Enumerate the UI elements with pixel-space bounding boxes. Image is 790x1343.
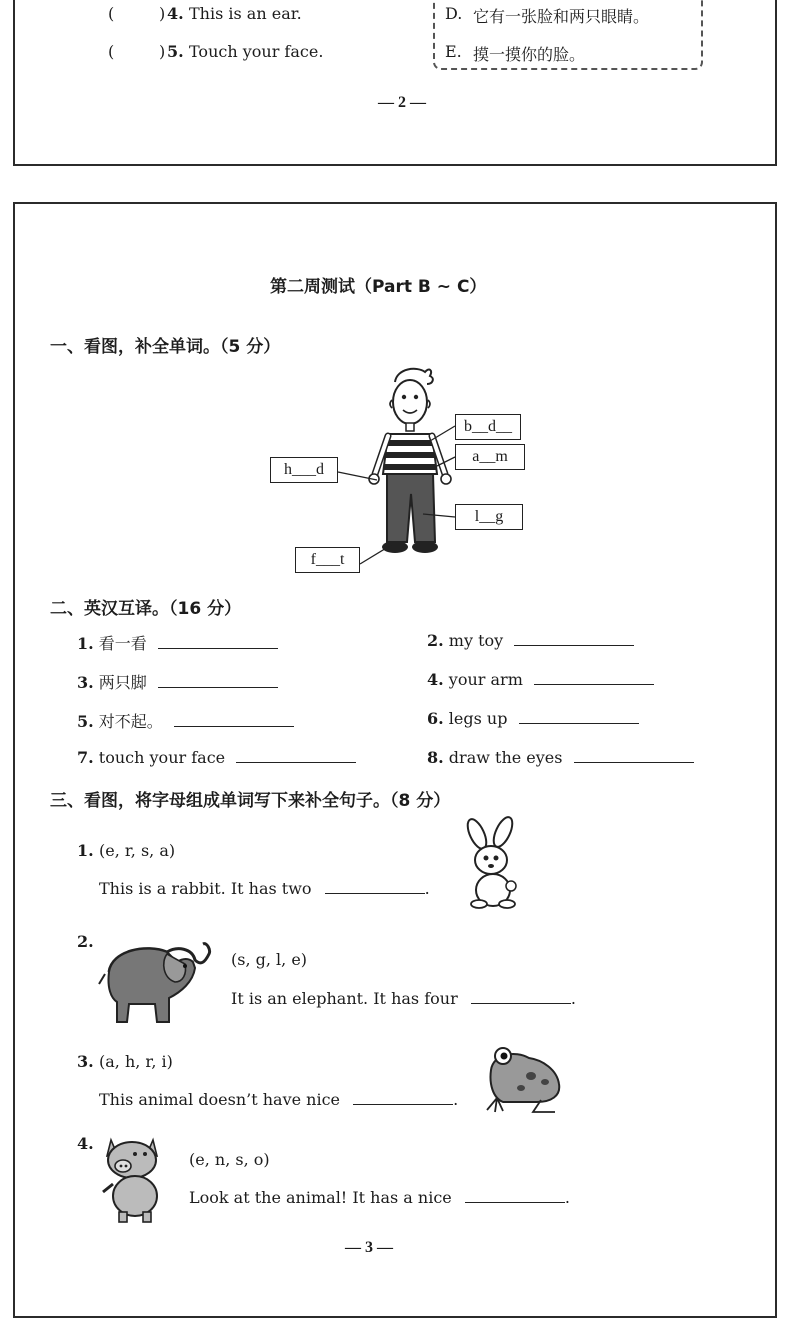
answer-blank[interactable] bbox=[325, 892, 425, 894]
option-letter: D. bbox=[445, 4, 463, 23]
section-3-heading: 三、看图，将字母组成单词写下来补全句子。（8 分） bbox=[50, 791, 451, 811]
rabbit-illustration bbox=[455, 816, 525, 911]
question-number: 2. bbox=[77, 932, 94, 951]
translation-item-8: 8. draw the eyes bbox=[427, 748, 694, 767]
sentence: It is an elephant. It has four . bbox=[231, 989, 576, 1008]
question-number: 5. bbox=[167, 42, 184, 61]
letter-hint: (s, g, l, e) bbox=[231, 950, 308, 969]
answer-paren-close: ) bbox=[159, 42, 166, 61]
page-number: — 2 — bbox=[378, 94, 426, 111]
page-number: — 3 — bbox=[345, 1239, 393, 1256]
question-number: 4. bbox=[77, 1134, 94, 1153]
translation-item-6: 6. legs up bbox=[427, 709, 639, 728]
question-number: 4. bbox=[167, 4, 184, 23]
translation-item-1: 1. 看一看 bbox=[77, 631, 278, 654]
question-text: Touch your face. bbox=[189, 42, 324, 61]
answer-blank[interactable] bbox=[158, 647, 278, 649]
answer-blank[interactable] bbox=[236, 761, 356, 763]
page-2 bbox=[13, 0, 777, 166]
option-letter: E. bbox=[445, 42, 462, 61]
label-head-box: b__d__ bbox=[455, 414, 521, 440]
option-text: 它有一张脸和两只眼睛。 bbox=[473, 7, 650, 26]
answer-paren-open: ( bbox=[108, 4, 115, 23]
answer-blank[interactable] bbox=[353, 1103, 453, 1105]
answer-blank[interactable] bbox=[465, 1201, 565, 1203]
answer-blank[interactable] bbox=[174, 725, 294, 727]
label-connectors bbox=[15, 204, 775, 584]
letter-hint: (e, n, s, o) bbox=[189, 1150, 270, 1169]
answer-blank[interactable] bbox=[158, 686, 278, 688]
answer-blank[interactable] bbox=[519, 722, 639, 724]
sentence: Look at the animal! It has a nice . bbox=[189, 1188, 570, 1207]
page-title: 第二周测试（Part B ~ C） bbox=[270, 277, 487, 297]
section-1-heading: 一、看图，补全单词。（5 分） bbox=[50, 337, 281, 357]
translation-item-2: 2. my toy bbox=[427, 631, 634, 650]
translation-item-7: 7. touch your face bbox=[77, 748, 356, 767]
sentence: This animal doesn’t have nice . bbox=[99, 1090, 459, 1109]
answer-blank[interactable] bbox=[574, 761, 694, 763]
letter-hint: (e, r, s, a) bbox=[99, 841, 176, 860]
label-arm-box: a__m bbox=[455, 444, 525, 470]
answer-blank[interactable] bbox=[534, 683, 654, 685]
label-foot-box: f___t bbox=[295, 547, 360, 573]
question-number: 3. bbox=[77, 1052, 94, 1071]
answer-paren-open: ( bbox=[108, 42, 115, 61]
section-2-heading: 二、英汉互译。（16 分） bbox=[50, 599, 242, 619]
elephant-illustration bbox=[97, 932, 212, 1027]
option-text: 摸一摸你的脸。 bbox=[473, 45, 586, 64]
sentence: This is a rabbit. It has two . bbox=[99, 879, 430, 898]
label-leg-box: l__g bbox=[455, 504, 523, 530]
frog-illustration bbox=[481, 1040, 566, 1115]
question-number: 1. bbox=[77, 841, 94, 860]
label-hand-box: h___d bbox=[270, 457, 338, 483]
page-3 bbox=[13, 202, 777, 1318]
letter-hint: (a, h, r, i) bbox=[99, 1052, 173, 1071]
answer-blank[interactable] bbox=[471, 1002, 571, 1004]
answer-paren-close: ) bbox=[159, 4, 166, 23]
translation-item-3: 3. 两只脚 bbox=[77, 670, 278, 693]
translation-item-5: 5. 对不起。 bbox=[77, 709, 294, 732]
answer-blank[interactable] bbox=[514, 644, 634, 646]
question-text: This is an ear. bbox=[189, 4, 302, 23]
pig-illustration bbox=[97, 1134, 172, 1224]
translation-item-4: 4. your arm bbox=[427, 670, 654, 689]
